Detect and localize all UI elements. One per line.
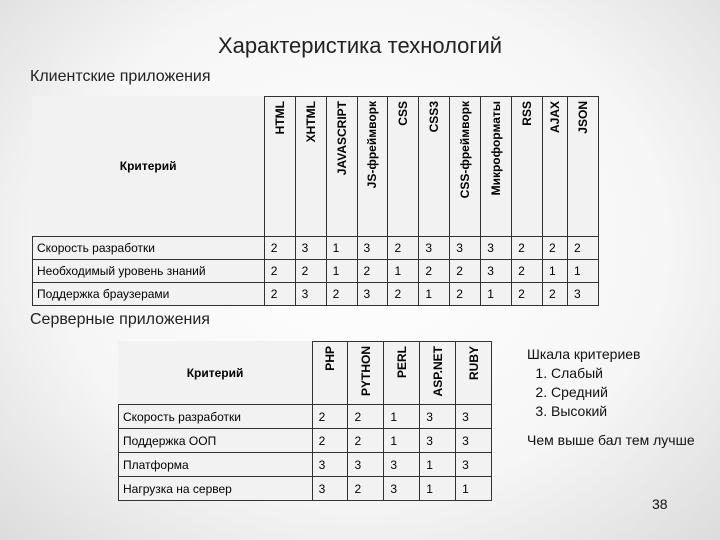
score-cell: 2 [357, 260, 388, 283]
score-cell: 2 [512, 237, 543, 260]
score-cell: 3 [348, 453, 384, 477]
server-table [118, 341, 492, 501]
client-column-header [568, 97, 599, 237]
server-section-heading: Серверные приложения [30, 311, 210, 328]
score-cell: 3 [295, 283, 326, 306]
score-cell: 2 [388, 237, 419, 260]
score-cell: 3 [312, 477, 348, 501]
criteria-scale [527, 345, 641, 421]
criterion-cell: Скорость разработки [33, 237, 265, 260]
score-cell: 2 [543, 283, 568, 306]
score-cell: 1 [419, 283, 450, 306]
client-column-header [512, 97, 543, 237]
client-column-label: Микроформаты [489, 101, 504, 196]
score-cell: 1 [420, 453, 456, 477]
score-cell: 1 [384, 405, 420, 429]
score-cell: 3 [419, 237, 450, 260]
score-cell: 3 [481, 260, 512, 283]
score-cell: 2 [543, 237, 568, 260]
server-column-label: PHP [323, 346, 338, 371]
client-column-header [450, 97, 481, 237]
score-cell: 3 [456, 405, 492, 429]
scale-list [527, 364, 641, 421]
server-column-header [348, 342, 384, 405]
score-cell: 1 [326, 260, 357, 283]
server-column-header [312, 342, 348, 405]
score-cell: 3 [357, 237, 388, 260]
client-column-label: XHTML [303, 101, 318, 143]
score-cell: 3 [384, 453, 420, 477]
client-column-label: CSS3 [427, 101, 442, 133]
client-column-header [295, 97, 326, 237]
table-row [33, 237, 599, 260]
table-row [119, 429, 492, 453]
score-cell: 2 [419, 260, 450, 283]
client-column-label: RSS [520, 101, 535, 126]
scoring-note: Чем выше бал тем лучше [527, 432, 695, 448]
server-column-label: ASP.NET [430, 346, 445, 397]
score-cell: 2 [312, 405, 348, 429]
score-cell: 3 [568, 283, 599, 306]
client-column-header [326, 97, 357, 237]
client-column-header [357, 97, 388, 237]
score-cell: 2 [450, 260, 481, 283]
client-column-header [419, 97, 450, 237]
criterion-cell: Нагрузка на сервер [119, 477, 313, 501]
client-column-label: JSON [576, 101, 590, 134]
score-cell: 1 [384, 429, 420, 453]
client-criterion-header: Критерий [119, 159, 177, 174]
criterion-cell: Платформа [119, 453, 313, 477]
server-column-label: RUBY [466, 346, 481, 381]
score-cell: 2 [388, 283, 419, 306]
score-cell: 1 [326, 237, 357, 260]
score-cell: 1 [388, 260, 419, 283]
score-cell: 2 [512, 283, 543, 306]
criterion-cell: Скорость разработки [119, 405, 313, 429]
score-cell: 1 [456, 477, 492, 501]
criterion-cell: Поддержка браузерами [33, 283, 265, 306]
score-cell: 3 [450, 237, 481, 260]
score-cell: 2 [264, 237, 295, 260]
score-cell: 3 [420, 405, 456, 429]
score-cell: 1 [568, 260, 599, 283]
score-cell: 2 [264, 260, 295, 283]
score-cell: 3 [420, 429, 456, 453]
client-column-label: CSS-фреймворк [458, 101, 473, 199]
client-column-header [264, 97, 295, 237]
scale-title: Шкала критериев [527, 346, 641, 362]
score-cell: 2 [450, 283, 481, 306]
score-cell: 1 [543, 260, 568, 283]
server-column-header [384, 342, 420, 405]
client-column-header [388, 97, 419, 237]
score-cell: 3 [456, 453, 492, 477]
score-cell: 1 [481, 283, 512, 306]
table-row [119, 453, 492, 477]
server-column-header [456, 342, 492, 405]
client-column-label: JS-фреймворк [365, 101, 380, 189]
score-cell: 3 [456, 429, 492, 453]
server-column-label: PYTHON [358, 346, 373, 397]
criterion-cell: Поддержка ООП [119, 429, 313, 453]
scale-item: 2. Средний [551, 383, 641, 402]
page-title: Характеристика технологий [217, 33, 503, 58]
server-column-header [420, 342, 456, 405]
score-cell: 3 [295, 237, 326, 260]
client-column-header [543, 97, 568, 237]
score-cell: 2 [568, 237, 599, 260]
score-cell: 3 [481, 237, 512, 260]
client-section-heading: Клиентские приложения [30, 68, 211, 85]
table-row [119, 405, 492, 429]
score-cell: 3 [357, 283, 388, 306]
score-cell: 1 [420, 477, 456, 501]
table-row [33, 283, 599, 306]
score-cell: 2 [348, 429, 384, 453]
client-column-label: AJAX [548, 101, 563, 134]
score-cell: 2 [326, 283, 357, 306]
score-cell: 2 [312, 429, 348, 453]
client-table [32, 96, 599, 306]
page-number: 38 [652, 496, 668, 512]
score-cell: 3 [312, 453, 348, 477]
score-cell: 2 [348, 405, 384, 429]
score-cell: 2 [348, 477, 384, 501]
scale-item: 1. Слабый [551, 364, 641, 383]
server-criterion-header: Критерий [186, 365, 244, 380]
scale-item: 3. Высокий [551, 402, 641, 421]
server-column-label: PERL [394, 346, 409, 379]
score-cell: 2 [295, 260, 326, 283]
client-column-label: HTML [272, 101, 287, 135]
score-cell: 2 [264, 283, 295, 306]
client-column-label: JAVASCRIPT [334, 101, 349, 176]
table-row [33, 260, 599, 283]
server-header-row [119, 342, 492, 405]
client-column-label: CSS [396, 101, 411, 126]
client-header-row [33, 97, 599, 237]
score-cell: 2 [512, 260, 543, 283]
client-column-header [481, 97, 512, 237]
criterion-cell: Необходимый уровень знаний [33, 260, 265, 283]
table-row [119, 477, 492, 501]
score-cell: 3 [384, 477, 420, 501]
